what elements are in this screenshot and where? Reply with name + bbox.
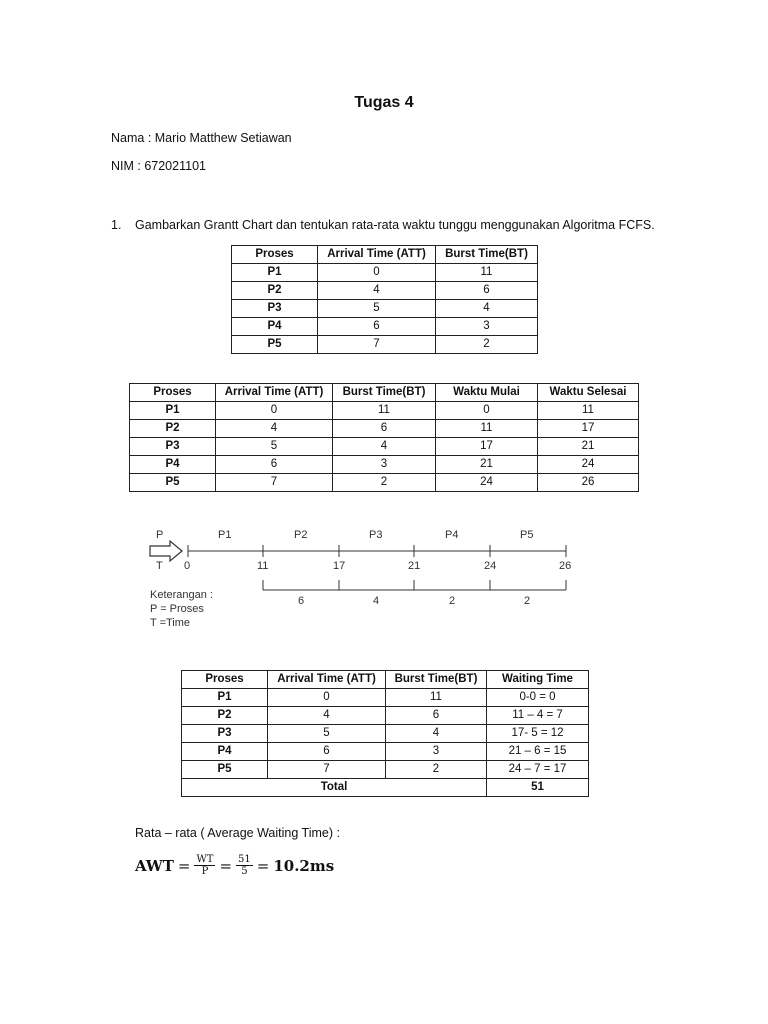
table-cell: P4 — [232, 318, 318, 336]
table-cell: P2 — [232, 282, 318, 300]
table-cell: 6 — [216, 456, 333, 474]
table-row — [232, 264, 538, 282]
table-cell: P3 — [182, 725, 268, 743]
table-cell: 3 — [436, 318, 538, 336]
fraction-numerator: WT — [196, 854, 214, 865]
table-cell: 6 — [386, 707, 487, 725]
table-row — [232, 282, 538, 300]
fraction-wt-p — [194, 854, 215, 877]
waiting-time-table — [181, 670, 589, 797]
equals-sign: = — [256, 856, 270, 875]
table-cell: 5 — [268, 725, 386, 743]
table-cell: 5 — [216, 438, 333, 456]
table-cell: 17 — [436, 438, 538, 456]
awt-result: 10.2ms — [273, 856, 335, 875]
table-cell: 4 — [318, 282, 436, 300]
table-cell: P2 — [130, 420, 216, 438]
tick-label: 0 — [184, 560, 191, 572]
table-cell: P2 — [182, 707, 268, 725]
duration-label: 6 — [298, 595, 305, 607]
table-cell: 0-0 = 0 — [487, 689, 589, 707]
legend-title: Keterangan : — [150, 589, 213, 601]
table-cell: P5 — [130, 474, 216, 492]
header-cell: Burst Time(BT) — [436, 246, 538, 264]
table-cell: 11 — [333, 402, 436, 420]
table-cell: 24 – 7 = 17 — [487, 761, 589, 779]
table-cell: 5 — [318, 300, 436, 318]
table-row — [130, 438, 639, 456]
duration-label: 2 — [449, 595, 456, 607]
table-cell: 7 — [318, 336, 436, 354]
total-value: 51 — [487, 779, 589, 797]
fraction-denominator: 5 — [241, 866, 248, 877]
table-cell: 24 — [538, 456, 639, 474]
table-cell: 0 — [268, 689, 386, 707]
table-cell: 0 — [436, 402, 538, 420]
process-label: P4 — [445, 529, 459, 541]
tick-label: 24 — [484, 560, 497, 572]
fraction-51-5 — [236, 854, 253, 877]
duration-label: 2 — [524, 595, 531, 607]
table-cell: 2 — [333, 474, 436, 492]
schedule-table — [129, 383, 639, 492]
table-cell: 4 — [268, 707, 386, 725]
table-cell: P1 — [232, 264, 318, 282]
table-cell: 6 — [268, 743, 386, 761]
tick-label: 11 — [257, 560, 269, 572]
table-cell: 6 — [436, 282, 538, 300]
header-cell: Proses — [232, 246, 318, 264]
arrow-icon — [150, 541, 182, 561]
table-row — [130, 402, 639, 420]
table-cell: 3 — [386, 743, 487, 761]
table-cell: 17- 5 = 12 — [487, 725, 589, 743]
table-row — [232, 318, 538, 336]
table-cell: 21 — [436, 456, 538, 474]
header-cell: Waktu Mulai — [436, 384, 538, 402]
legend-t: T =Time — [150, 617, 191, 629]
header-cell: Arrival Time (ATT) — [268, 671, 386, 689]
table-row — [232, 336, 538, 354]
process-label: P5 — [520, 529, 534, 541]
gantt-svg — [140, 522, 580, 642]
header-cell: Arrival Time (ATT) — [318, 246, 436, 264]
table-cell: P1 — [130, 402, 216, 420]
table-cell: 21 — [538, 438, 639, 456]
page-title: Tugas 4 — [354, 94, 414, 111]
process-label: P2 — [294, 529, 308, 541]
table-cell: 4 — [436, 300, 538, 318]
table-row — [182, 725, 589, 743]
table-cell: 3 — [333, 456, 436, 474]
table-row — [182, 707, 589, 725]
total-row — [182, 779, 589, 797]
header-cell: Waktu Selesai — [538, 384, 639, 402]
table-cell: 11 — [436, 420, 538, 438]
header-cell: Waiting Time — [487, 671, 589, 689]
table-cell: 7 — [216, 474, 333, 492]
header-cell: Burst Time(BT) — [386, 671, 487, 689]
table-cell: 21 – 6 = 15 — [487, 743, 589, 761]
table-cell: 4 — [216, 420, 333, 438]
equals-sign: = — [177, 856, 191, 875]
table-cell: 11 — [386, 689, 487, 707]
header-cell: Proses — [182, 671, 268, 689]
table-cell: 6 — [333, 420, 436, 438]
table-row — [182, 743, 589, 761]
table-cell: 17 — [538, 420, 639, 438]
table-cell: P3 — [130, 438, 216, 456]
fraction-denominator: P — [201, 866, 209, 877]
table-cell: 2 — [386, 761, 487, 779]
table-cell: 4 — [386, 725, 487, 743]
table-cell: 11 — [538, 402, 639, 420]
table-cell: 11 – 4 = 7 — [487, 707, 589, 725]
tick-label: 26 — [559, 560, 572, 572]
p-label: P — [156, 529, 164, 541]
duration-label: 4 — [373, 595, 380, 607]
student-nim: NIM : 672021101 — [111, 159, 206, 173]
fraction-numerator: 51 — [238, 854, 251, 865]
tick-label: 17 — [333, 560, 346, 572]
table-cell: 0 — [216, 402, 333, 420]
process-label: P1 — [218, 529, 232, 541]
question-text: Gambarkan Grantt Chart dan tentukan rata-rata waktu tunggu menggunakan Algoritma FCFS. — [135, 218, 655, 232]
t-label: T — [156, 560, 163, 572]
table-cell: P5 — [232, 336, 318, 354]
table-row — [130, 456, 639, 474]
table-cell: 4 — [333, 438, 436, 456]
header-cell: Burst Time(BT) — [333, 384, 436, 402]
table-cell: P4 — [130, 456, 216, 474]
header-cell: Arrival Time (ATT) — [216, 384, 333, 402]
table-header-row — [130, 384, 639, 402]
legend-p: P = Proses — [150, 603, 204, 615]
tick-label: 21 — [408, 560, 421, 572]
header-cell: Proses — [130, 384, 216, 402]
equals-sign: = — [219, 856, 233, 875]
table-cell: P3 — [232, 300, 318, 318]
total-label: Total — [182, 779, 487, 797]
table-row — [232, 300, 538, 318]
awt-lhs: AWT — [135, 856, 174, 875]
table-header-row — [182, 671, 589, 689]
table-cell: 24 — [436, 474, 538, 492]
table-cell: P1 — [182, 689, 268, 707]
table-cell: 7 — [268, 761, 386, 779]
table-cell: P4 — [182, 743, 268, 761]
table-cell: P5 — [182, 761, 268, 779]
table-row — [130, 420, 639, 438]
table-cell: 11 — [436, 264, 538, 282]
process-table — [231, 245, 538, 354]
table-row — [182, 761, 589, 779]
table-cell: 6 — [318, 318, 436, 336]
table-header-row — [232, 246, 538, 264]
process-label: P3 — [369, 529, 383, 541]
table-row — [130, 474, 639, 492]
table-cell: 26 — [538, 474, 639, 492]
question-number: 1. — [111, 218, 122, 232]
student-name: Nama : Mario Matthew Setiawan — [111, 131, 292, 145]
awt-formula — [135, 854, 334, 877]
average-label: Rata – rata ( Average Waiting Time) : — [135, 826, 340, 840]
table-cell: 0 — [318, 264, 436, 282]
table-cell: 2 — [436, 336, 538, 354]
table-row — [182, 689, 589, 707]
gantt-chart — [140, 522, 580, 642]
